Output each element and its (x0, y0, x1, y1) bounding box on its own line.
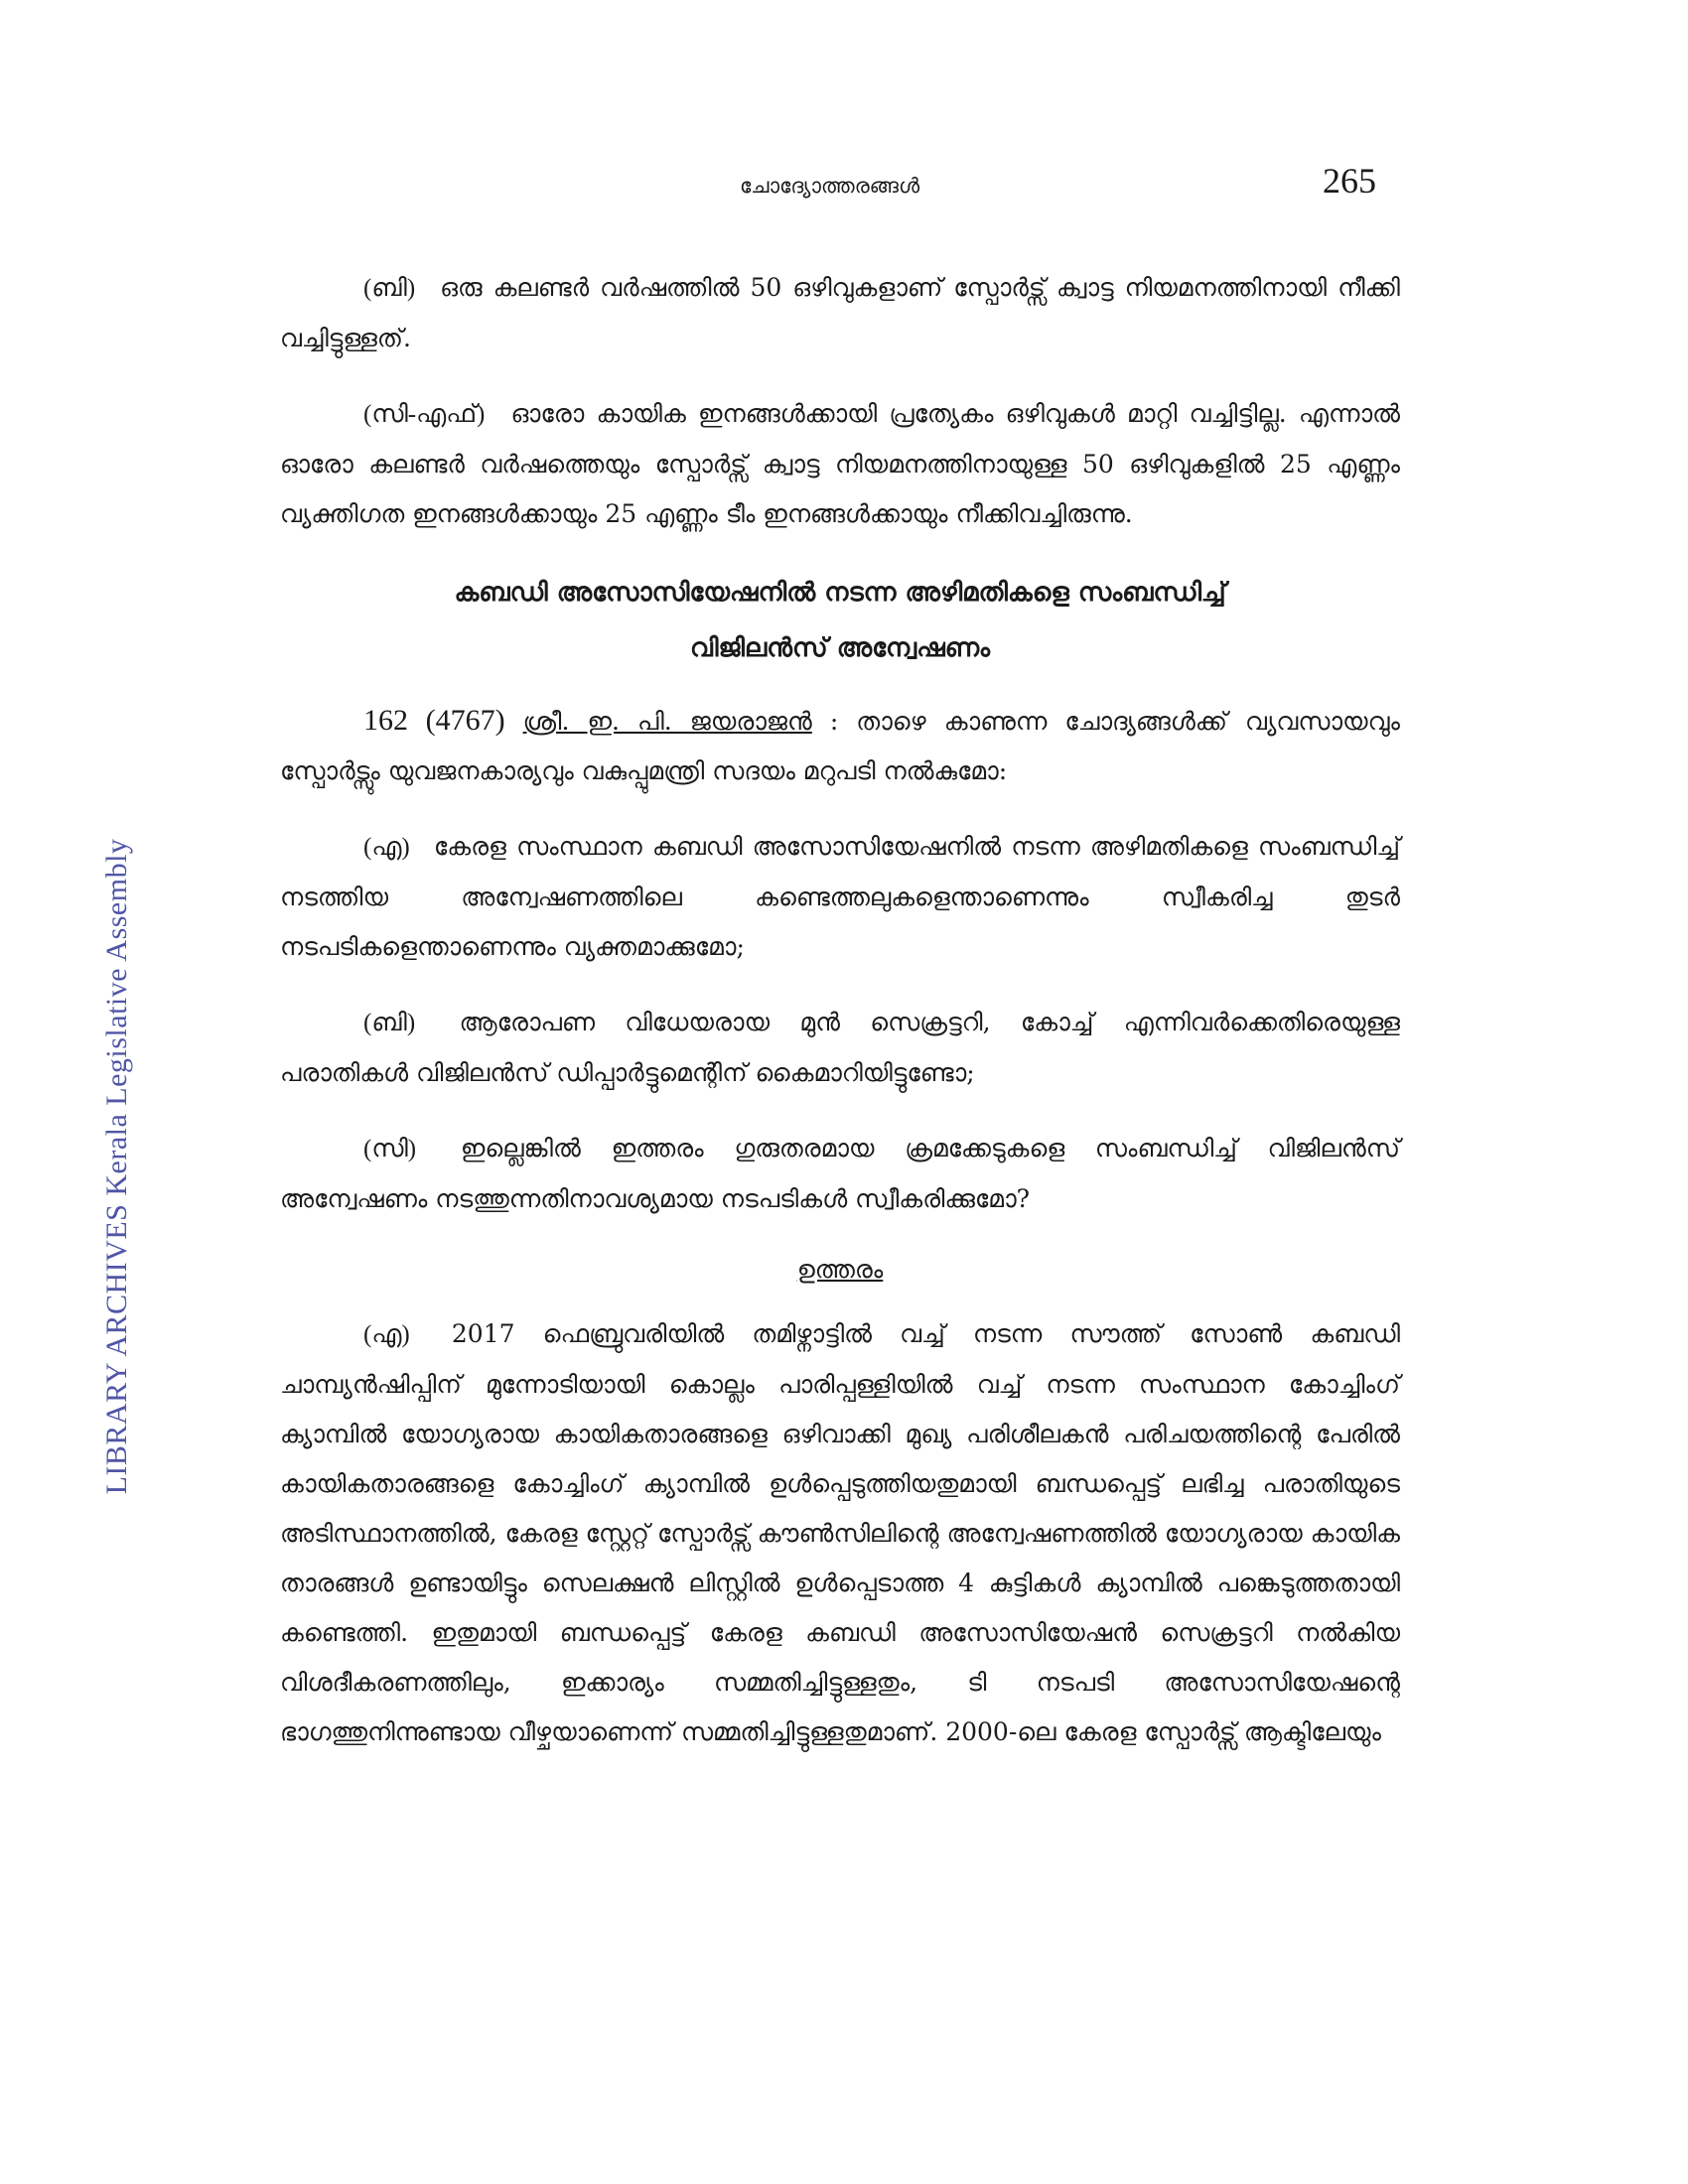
question-a-text: കേരള സംസ്ഥാന കബഡി അസോസിയേഷനിൽ നടന്ന അഴിമതികളെ സംബന്ധിച്ച് നടത്തിയ അന്വേഷണത്തിലെ കണ്ടെത്തലുകളെന്താണെന്നും സ്വീകരിച്ച തുടർ നടപടികളെന്താണെന്നും വ്യക്തമാക്കുമോ; (280, 832, 1400, 961)
archive-watermark: LIBRARY ARCHIVES Kerala Legislative Assembly (100, 838, 133, 1495)
prev-answer-cf (280, 389, 1400, 539)
answer-heading: ഉത്തരം (796, 1255, 884, 1284)
running-title: ചോദ്യോത്തരങ്ങൾ (740, 174, 920, 198)
prev-answer-b-marker: (ബി) (363, 275, 416, 302)
question-c (280, 1124, 1400, 1224)
question-intro-text: : താഴെ കാണുന്ന ചോദ്യങ്ങൾക്ക് വ്യവസായവും സ്പോർട്സും യുവജനകാര്യവും വകുപ്പുമന്ത്രി സദയം മറുപടി നൽകുമോ: (280, 707, 1400, 785)
question-c-text: ഇല്ലെങ്കിൽ ഇത്തരം ഗുരുതരമായ ക്രമക്കേടുകളെ സംബന്ധിച്ച് വിജിലൻസ് അന്വേഷണം നടത്തുന്നതിനാവശ്യമായ നടപടികൾ സ്വീകരിക്കുമോ? (280, 1134, 1400, 1213)
question-heading-line-2: വിജിലൻസ് അന്വേഷണം (690, 633, 990, 663)
question-b (280, 998, 1400, 1098)
question-c-marker: (സി) (363, 1136, 417, 1162)
page-body (280, 263, 1400, 1783)
prev-answer-b (280, 263, 1400, 363)
question-a (280, 822, 1400, 972)
question-number: 162 (4767) (363, 704, 505, 737)
prev-answer-cf-marker: (സി-എഫ്) (363, 401, 486, 428)
question-intro (280, 696, 1400, 796)
question-a-marker: (എ) (363, 834, 410, 861)
page-number: 265 (1323, 161, 1376, 201)
member-name: ശ്രീ. ഇ. പി. ജയരാജൻ (522, 707, 812, 736)
question-heading-line-1: കബഡി അസോസിയേഷനിൽ നടന്ന അഴിമതികളെ സംബന്ധിച്ച് (454, 578, 1226, 608)
answer-a-marker: (എ) (363, 1321, 410, 1348)
question-b-text: ആരോപണ വിധേയരായ മുൻ സെക്രട്ടറി, കോച്ച് എന്നിവർക്കെതിരെയുള്ള പരാതികൾ വിജിലൻസ് ഡിപ്പാർട്ടുമെന്റിന് കൈമാറിയിട്ടുണ്ടോ; (280, 1008, 1400, 1087)
question-b-marker: (ബി) (363, 1010, 416, 1036)
question-heading (280, 565, 1400, 676)
prev-answer-b-text: ഒരു കലണ്ടർ വർഷത്തിൽ 50 ഒഴിവുകളാണ് സ്പോർട്സ് ക്വാട്ട നിയമനത്തിനായി നീക്കി വച്ചിട്ടുള്ളത്. (280, 273, 1400, 352)
answer-a-text: 2017 ഫെബ്രുവരിയിൽ തമിഴ്നാട്ടിൽ വച്ച് നടന്ന സൗത്ത് സോൺ കബഡി ചാമ്പ്യൻഷിപ്പിന് മുന്നോടിയായി കൊല്ലം പാരിപ്പള്ളിയിൽ വച്ച് നടന്ന സംസ്ഥാന കോച്ചിംഗ് ക്യാമ്പിൽ യോഗ്യരായ കായികതാരങ്ങളെ ഒഴിവാക്കി മുഖ്യ പരിശീലകൻ പരിചയത്തിന്റെ പേരിൽ കായികതാരങ്ങളെ കോച്ചിംഗ് ക്യാമ്പിൽ ഉൾപ്പെടുത്തിയതുമായി ബന്ധപ്പെട്ട് ലഭിച്ച പരാതിയുടെ അടിസ്ഥാനത്തിൽ, കേരള സ്റ്റേറ്റ് സ്പോർട്സ് കൗൺസിലിന്റെ അന്വേഷണത്തിൽ യോഗ്യരായ കായിക താരങ്ങൾ ഉണ്ടായിട്ടും സെലക്ഷൻ ലിസ്റ്റിൽ ഉൾപ്പെടാത്ത 4 കുട്ടികൾ ക്യാമ്പിൽ പങ്കെടുത്തതായി കണ്ടെത്തി. ഇതുമായി ബന്ധപ്പെട്ട് കേരള കബഡി അസോസിയേഷൻ സെക്രട്ടറി നൽകിയ വിശദീകരണത്തിലും, ഇക്കാര്യം സമ്മതിച്ചിട്ടുള്ളതും, ടി നടപടി അസോസിയേഷന്റെ ഭാഗത്തുനിന്നുണ്ടായ വീഴ്ചയാണെന്ന് സമ്മതിച്ചിട്ടുള്ളതുമാണ്. 2000-ലെ കേരള സ്പോർട്സ് ആക്ടിലേയും (280, 1319, 1400, 1746)
answer-a (280, 1309, 1400, 1757)
prev-answer-cf-text: ഓരോ കായിക ഇനങ്ങൾക്കായി പ്രത്യേകം ഒഴിവുകൾ മാറ്റി വച്ചിട്ടില്ല. എന്നാൽ ഓരോ കലണ്ടർ വർഷത്തെയും സ്പോർട്സ് ക്വാട്ട നിയമനത്തിനായുള്ള 50 ഒഴിവുകളിൽ 25 എണ്ണം വ്യക്തിഗത ഇനങ്ങൾക്കായും 25 എണ്ണം ടീം ഇനങ്ങൾക്കായും നീക്കിവച്ചിരുന്നു. (280, 399, 1401, 528)
